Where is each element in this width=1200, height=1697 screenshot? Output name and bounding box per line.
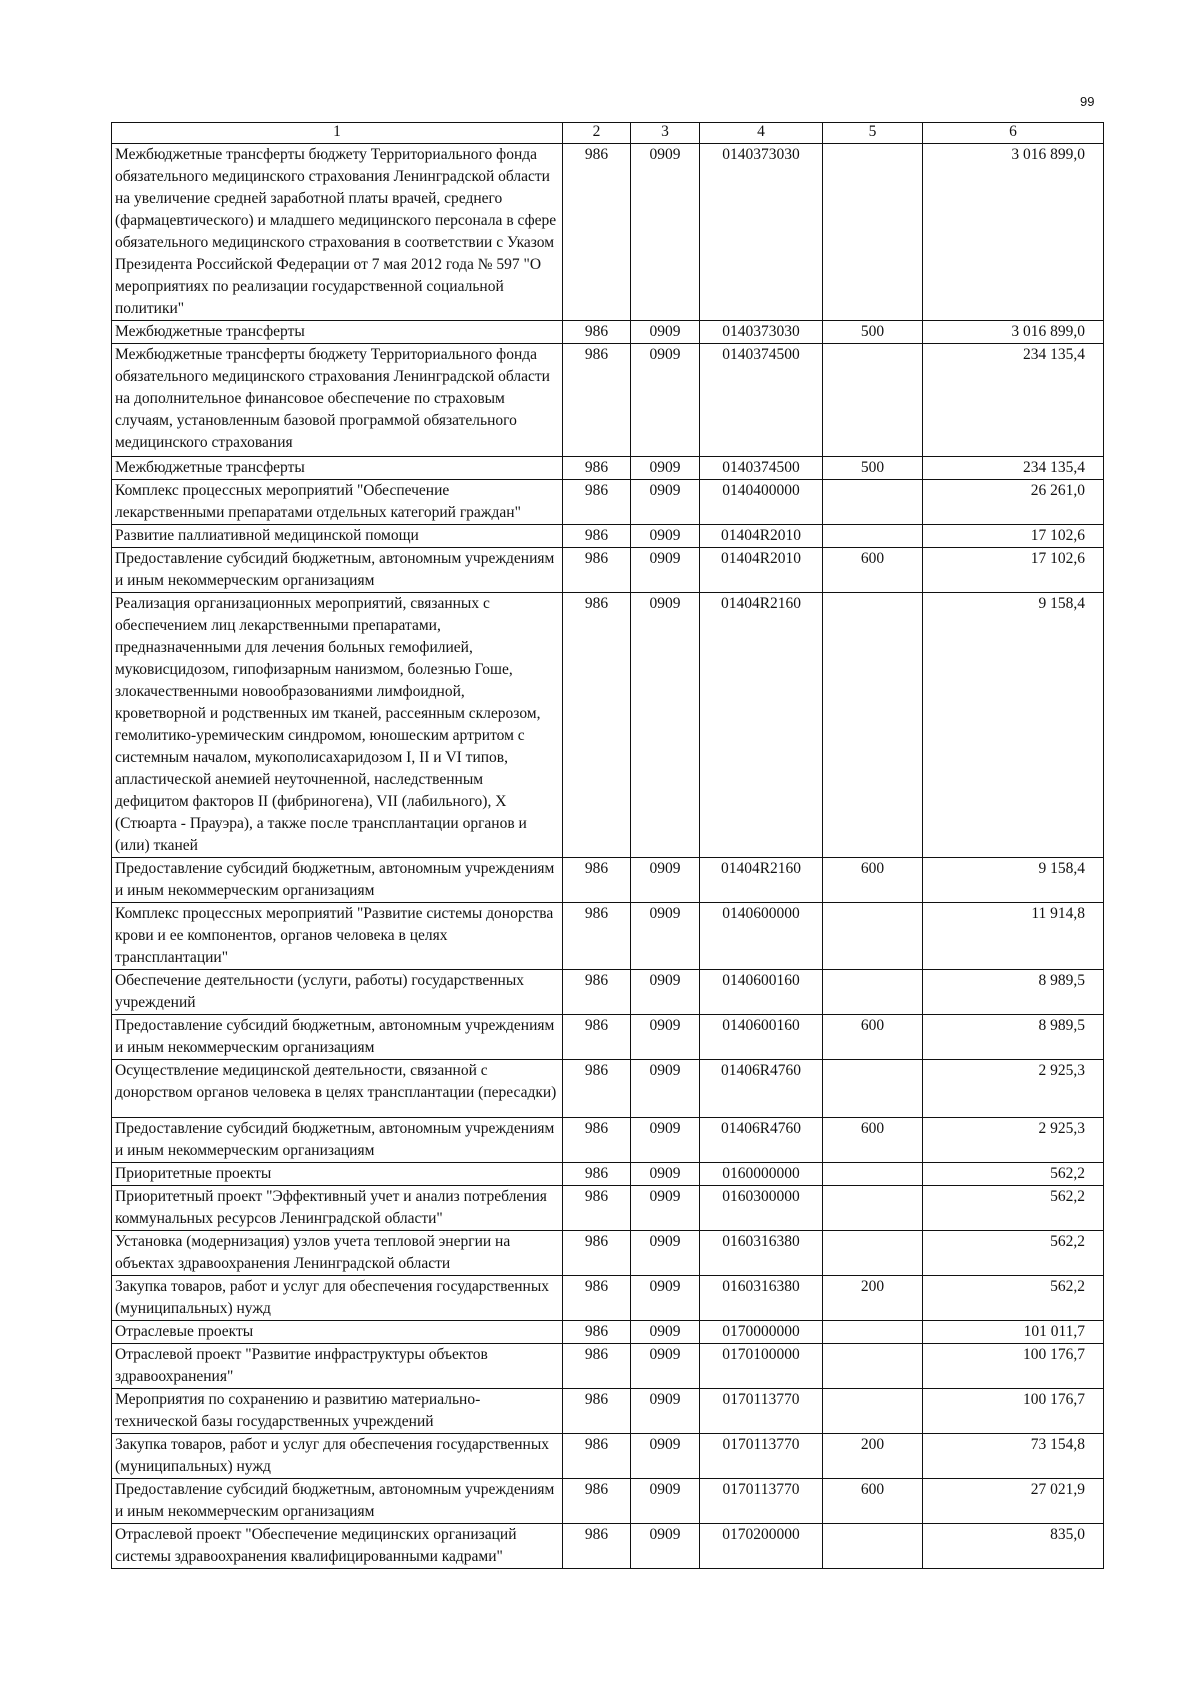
section-code-cell: 0909 [631, 1060, 700, 1118]
target-article-cell: 0170113770 [700, 1434, 823, 1479]
target-article-cell: 0140374500 [700, 457, 823, 480]
expense-type-cell [823, 525, 923, 548]
section-code-cell: 0909 [631, 1321, 700, 1344]
section-code-cell: 0909 [631, 1118, 700, 1163]
amount-cell: 835,0 [923, 1524, 1104, 1569]
table-row [112, 457, 1104, 480]
table-row [112, 1479, 1104, 1524]
section-code-cell: 0909 [631, 1524, 700, 1569]
amount-cell: 562,2 [923, 1163, 1104, 1186]
amount-cell: 100 176,7 [923, 1344, 1104, 1389]
amount-cell: 3 016 899,0 [923, 321, 1104, 344]
table-row [112, 1231, 1104, 1276]
expense-type-cell: 200 [823, 1434, 923, 1479]
expense-type-cell [823, 903, 923, 970]
amount-cell: 3 016 899,0 [923, 144, 1104, 321]
amount-cell: 8 989,5 [923, 970, 1104, 1015]
ministry-code-cell: 986 [563, 1060, 631, 1118]
row-name-cell: Закупка товаров, работ и услуг для обеспечения государственных (муниципальных) нужд [112, 1276, 563, 1321]
ministry-code-cell: 986 [563, 548, 631, 593]
table-row [112, 1524, 1104, 1569]
section-code-cell: 0909 [631, 1276, 700, 1321]
ministry-code-cell: 986 [563, 1186, 631, 1231]
section-code-cell: 0909 [631, 457, 700, 480]
ministry-code-cell: 986 [563, 1231, 631, 1276]
row-name-cell: Установка (модернизация) узлов учета тепловой энергии на объектах здравоохранения Ленинградской области [112, 1231, 563, 1276]
table-row [112, 1163, 1104, 1186]
table-row [112, 1276, 1104, 1321]
section-code-cell: 0909 [631, 480, 700, 525]
ministry-code-cell: 986 [563, 1321, 631, 1344]
amount-cell: 234 135,4 [923, 344, 1104, 457]
amount-cell: 9 158,4 [923, 593, 1104, 858]
header-cell: 1 [112, 123, 563, 144]
ministry-code-cell: 986 [563, 480, 631, 525]
ministry-code-cell: 986 [563, 525, 631, 548]
table-row [112, 1015, 1104, 1060]
ministry-code-cell: 986 [563, 321, 631, 344]
table-row [112, 1186, 1104, 1231]
expense-type-cell [823, 1524, 923, 1569]
amount-cell: 101 011,7 [923, 1321, 1104, 1344]
table-row [112, 548, 1104, 593]
ministry-code-cell: 986 [563, 1389, 631, 1434]
target-article-cell: 0140600160 [700, 1015, 823, 1060]
row-name-cell: Предоставление субсидий бюджетным, автономным учреждениям и иным некоммерческим организациям [112, 548, 563, 593]
section-code-cell: 0909 [631, 344, 700, 457]
amount-cell: 100 176,7 [923, 1389, 1104, 1434]
amount-cell: 17 102,6 [923, 548, 1104, 593]
target-article-cell: 0170113770 [700, 1479, 823, 1524]
expense-type-cell [823, 1060, 923, 1118]
ministry-code-cell: 986 [563, 970, 631, 1015]
table-row [112, 1344, 1104, 1389]
ministry-code-cell: 986 [563, 457, 631, 480]
expense-type-cell: 600 [823, 1479, 923, 1524]
row-name-cell: Предоставление субсидий бюджетным, автономным учреждениям и иным некоммерческим организациям [112, 858, 563, 903]
expense-type-cell: 600 [823, 548, 923, 593]
amount-cell: 8 989,5 [923, 1015, 1104, 1060]
ministry-code-cell: 986 [563, 1434, 631, 1479]
section-code-cell: 0909 [631, 321, 700, 344]
target-article-cell: 0160000000 [700, 1163, 823, 1186]
expense-type-cell [823, 344, 923, 457]
row-name-cell: Предоставление субсидий бюджетным, автономным учреждениям и иным некоммерческим организациям [112, 1118, 563, 1163]
table-row [112, 1389, 1104, 1434]
expense-type-cell: 600 [823, 858, 923, 903]
expense-type-cell: 500 [823, 457, 923, 480]
ministry-code-cell: 986 [563, 1524, 631, 1569]
table-row [112, 858, 1104, 903]
row-name-cell: Межбюджетные трансферты бюджету Территориального фонда обязательного медицинского страхования Ленинградской области на увеличение средней заработной платы врачей, среднего (фармацевтического) и младшего медицинского персонала в сфере обязательного медицинского страхования в соответствии с Указом Президента Российской Федерации от 7 мая 2012 года № 597 "О мероприятиях по реализации государственной социальной политики" [112, 144, 563, 321]
target-article-cell: 0140373030 [700, 321, 823, 344]
row-name-cell: Предоставление субсидий бюджетным, автономным учреждениям и иным некоммерческим организациям [112, 1015, 563, 1060]
target-article-cell: 01404R2160 [700, 593, 823, 858]
section-code-cell: 0909 [631, 593, 700, 858]
target-article-cell: 01404R2010 [700, 525, 823, 548]
table-row [112, 144, 1104, 321]
amount-cell: 17 102,6 [923, 525, 1104, 548]
expense-type-cell [823, 1231, 923, 1276]
row-name-cell: Развитие паллиативной медицинской помощи [112, 525, 563, 548]
amount-cell: 73 154,8 [923, 1434, 1104, 1479]
row-name-cell: Приоритетный проект "Эффективный учет и анализ потребления коммунальных ресурсов Ленинградской области" [112, 1186, 563, 1231]
section-code-cell: 0909 [631, 1231, 700, 1276]
target-article-cell: 0170100000 [700, 1344, 823, 1389]
expense-type-cell [823, 1163, 923, 1186]
amount-cell: 9 158,4 [923, 858, 1104, 903]
row-name-cell: Реализация организационных мероприятий, связанных с обеспечением лиц лекарственными препаратами, предназначенными для лечения больных гемофилией, муковисцидозом, гипофизарным нанизмом, болезнью Гоше, злокачественными новообразованиями лимфоидной, кроветворной и родственных им тканей, рассеянным склерозом, гемолитико-уремическим синдромом, юношеским артритом с системным началом, мукополисахаридозом I, II и VI типов, апластической анемией неуточненной, наследственным дефицитом факторов II (фибриногена), VII (лабильного), X (Стюарта - Прауэра), а также после трансплантации органов и (или) тканей [112, 593, 563, 858]
table-row [112, 970, 1104, 1015]
ministry-code-cell: 986 [563, 344, 631, 457]
expense-type-cell [823, 970, 923, 1015]
target-article-cell: 0160316380 [700, 1231, 823, 1276]
section-code-cell: 0909 [631, 858, 700, 903]
target-article-cell: 01406R4760 [700, 1118, 823, 1163]
row-name-cell: Комплекс процессных мероприятий "Развитие системы донорства крови и ее компонентов, органов человека в целях трансплантации" [112, 903, 563, 970]
row-name-cell: Отраслевой проект "Обеспечение медицинских организаций системы здравоохранения квалифицированными кадрами" [112, 1524, 563, 1569]
target-article-cell: 0170113770 [700, 1389, 823, 1434]
table-row [112, 1118, 1104, 1163]
header-cell: 4 [700, 123, 823, 144]
target-article-cell: 0140600160 [700, 970, 823, 1015]
section-code-cell: 0909 [631, 903, 700, 970]
amount-cell: 11 914,8 [923, 903, 1104, 970]
amount-cell: 27 021,9 [923, 1479, 1104, 1524]
expense-type-cell [823, 593, 923, 858]
row-name-cell: Отраслевой проект "Развитие инфраструктуры объектов здравоохранения" [112, 1344, 563, 1389]
ministry-code-cell: 986 [563, 858, 631, 903]
target-article-cell: 01404R2160 [700, 858, 823, 903]
section-code-cell: 0909 [631, 1186, 700, 1231]
budget-table [111, 122, 1104, 1569]
header-cell: 5 [823, 123, 923, 144]
ministry-code-cell: 986 [563, 1276, 631, 1321]
amount-cell: 26 261,0 [923, 480, 1104, 525]
amount-cell: 562,2 [923, 1276, 1104, 1321]
section-code-cell: 0909 [631, 1434, 700, 1479]
table-row [112, 480, 1104, 525]
section-code-cell: 0909 [631, 1163, 700, 1186]
expense-type-cell [823, 1389, 923, 1434]
header-row [112, 123, 1104, 144]
row-name-cell: Отраслевые проекты [112, 1321, 563, 1344]
table-row [112, 525, 1104, 548]
expense-type-cell: 200 [823, 1276, 923, 1321]
target-article-cell: 0160300000 [700, 1186, 823, 1231]
expense-type-cell: 600 [823, 1015, 923, 1060]
expense-type-cell [823, 144, 923, 321]
table-row [112, 1434, 1104, 1479]
target-article-cell: 0170200000 [700, 1524, 823, 1569]
expense-type-cell [823, 480, 923, 525]
ministry-code-cell: 986 [563, 903, 631, 970]
amount-cell: 234 135,4 [923, 457, 1104, 480]
section-code-cell: 0909 [631, 1344, 700, 1389]
table-row [112, 593, 1104, 858]
section-code-cell: 0909 [631, 1389, 700, 1434]
header-cell: 2 [563, 123, 631, 144]
row-name-cell: Предоставление субсидий бюджетным, автономным учреждениям и иным некоммерческим организациям [112, 1479, 563, 1524]
target-article-cell: 0140374500 [700, 344, 823, 457]
ministry-code-cell: 986 [563, 1118, 631, 1163]
amount-cell: 562,2 [923, 1231, 1104, 1276]
header-cell: 3 [631, 123, 700, 144]
row-name-cell: Межбюджетные трансферты бюджету Территориального фонда обязательного медицинского страхования Ленинградской области на дополнительное финансовое обеспечение по страховым случаям, установленным базовой программой обязательного медицинского страхования [112, 344, 563, 457]
section-code-cell: 0909 [631, 548, 700, 593]
page-number: 99 [1080, 94, 1095, 109]
section-code-cell: 0909 [631, 1479, 700, 1524]
target-article-cell: 0160316380 [700, 1276, 823, 1321]
row-name-cell: Приоритетные проекты [112, 1163, 563, 1186]
row-name-cell: Обеспечение деятельности (услуги, работы) государственных учреждений [112, 970, 563, 1015]
table-row [112, 903, 1104, 970]
expense-type-cell [823, 1344, 923, 1389]
table-row [112, 1060, 1104, 1118]
table-row [112, 344, 1104, 457]
expense-type-cell [823, 1321, 923, 1344]
expense-type-cell: 500 [823, 321, 923, 344]
target-article-cell: 0140400000 [700, 480, 823, 525]
target-article-cell: 0170000000 [700, 1321, 823, 1344]
row-name-cell: Мероприятия по сохранению и развитию материально-технической базы государственных учреждений [112, 1389, 563, 1434]
section-code-cell: 0909 [631, 525, 700, 548]
section-code-cell: 0909 [631, 1015, 700, 1060]
ministry-code-cell: 986 [563, 1479, 631, 1524]
row-name-cell: Комплекс процессных мероприятий "Обеспечение лекарственными препаратами отдельных категорий граждан" [112, 480, 563, 525]
ministry-code-cell: 986 [563, 144, 631, 321]
ministry-code-cell: 986 [563, 1015, 631, 1060]
header-cell: 6 [923, 123, 1104, 144]
row-name-cell: Межбюджетные трансферты [112, 457, 563, 480]
target-article-cell: 0140373030 [700, 144, 823, 321]
row-name-cell: Закупка товаров, работ и услуг для обеспечения государственных (муниципальных) нужд [112, 1434, 563, 1479]
expense-type-cell [823, 1186, 923, 1231]
row-name-cell: Осуществление медицинской деятельности, связанной с донорством органов человека в целях трансплантации (пересадки) [112, 1060, 563, 1118]
amount-cell: 2 925,3 [923, 1118, 1104, 1163]
amount-cell: 562,2 [923, 1186, 1104, 1231]
ministry-code-cell: 986 [563, 593, 631, 858]
section-code-cell: 0909 [631, 970, 700, 1015]
amount-cell: 2 925,3 [923, 1060, 1104, 1118]
section-code-cell: 0909 [631, 144, 700, 321]
table-row [112, 1321, 1104, 1344]
table-row [112, 321, 1104, 344]
ministry-code-cell: 986 [563, 1163, 631, 1186]
target-article-cell: 01404R2010 [700, 548, 823, 593]
ministry-code-cell: 986 [563, 1344, 631, 1389]
row-name-cell: Межбюджетные трансферты [112, 321, 563, 344]
expense-type-cell: 600 [823, 1118, 923, 1163]
target-article-cell: 0140600000 [700, 903, 823, 970]
target-article-cell: 01406R4760 [700, 1060, 823, 1118]
